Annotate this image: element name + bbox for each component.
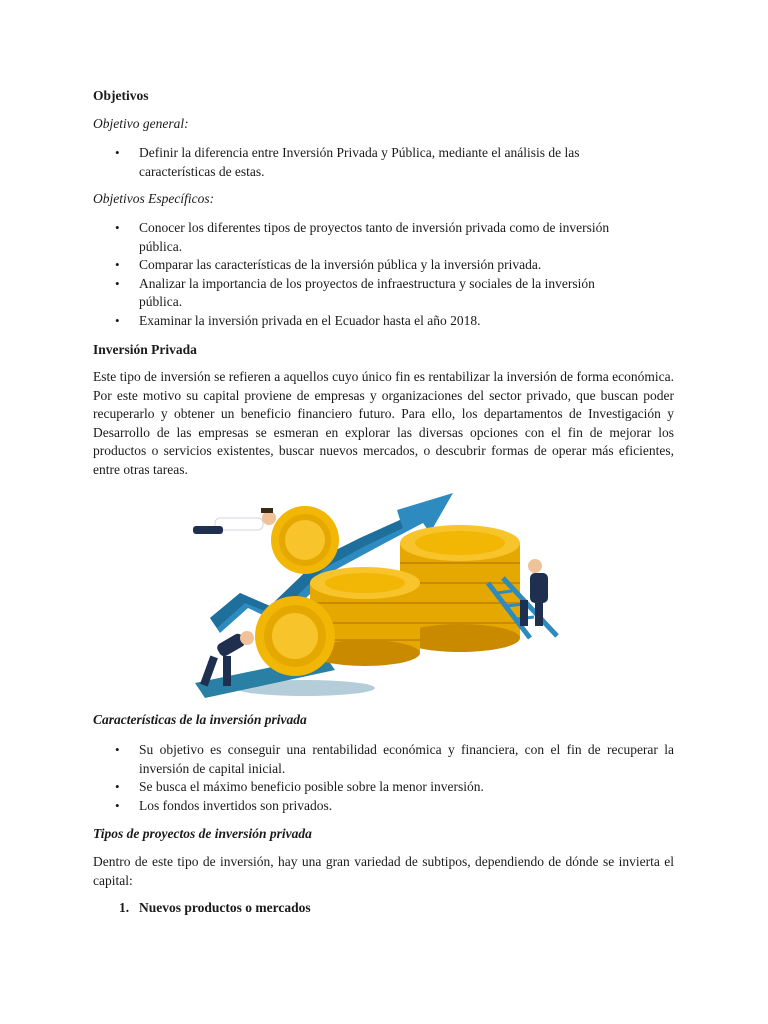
list-item: • Examinar la inversión privada en el Ecuador hasta el año 2018. — [93, 312, 633, 331]
businessman-flying-icon — [193, 508, 276, 534]
objetivos-especificos-list — [93, 219, 633, 330]
list-item: • Comparar las características de la inversión pública y la inversión privada. — [93, 256, 633, 275]
tipos-paragraph: Dentro de este tipo de inversión, hay una gran variedad de subtipos, dependiendo de dónde se invierta el capital: — [93, 854, 674, 888]
numbered-item — [93, 900, 311, 916]
inversion-privada-heading: Inversión Privada — [93, 342, 197, 357]
businessman-climbing-icon — [520, 559, 548, 626]
list-item: • Definir la diferencia entre Inversión Privada y Pública, mediante el análisis de las características de estas. — [93, 144, 653, 181]
item-label: Nuevos productos o mercados — [139, 900, 311, 915]
list-item: • Su objetivo es conseguir una rentabilidad económica y financiera, con el fin de recuperar la inversión de capital inicial. — [93, 741, 674, 778]
investment-illustration — [185, 488, 585, 703]
tipos-heading: Tipos de proyectos de inversión privada — [93, 826, 312, 841]
item-number: 1. — [119, 900, 130, 915]
list-item: • Analizar la importancia de los proyectos de infraestructura y sociales de la inversión pública. — [93, 275, 633, 312]
gear-top-icon — [271, 506, 339, 574]
list-item: • Se busca el máximo beneficio posible sobre la menor inversión. — [93, 778, 674, 797]
list-item: • Conocer los diferentes tipos de proyectos tanto de inversión privada como de inversión pública. — [93, 219, 633, 256]
caracteristicas-heading: Características de la inversión privada — [93, 712, 307, 727]
inversion-privada-paragraph: Este tipo de inversión se refieren a aquellos cuyo único fin es rentabilizar la inversión de forma económica. Por este motivo su capital proviene de empresas y organizaciones del sector privado, que buscan poder recuperarlo y obtener un beneficio financiero futuro. Para ello, los departamentos de Investigación y Desarrollo de las empresas se esmeran en explorar las diversas opciones con el fin de mejorar los productos o servicios existentes, buscar nuevos mercados, o descubrir formas de operar más eficientes, entre otras tareas. — [93, 369, 674, 477]
objetivo-general-list — [93, 144, 653, 181]
objetivo-general-label: Objetivo general: — [93, 116, 189, 131]
objetivos-heading: Objetivos — [93, 88, 149, 103]
list-item: • Los fondos invertidos son privados. — [93, 797, 674, 816]
caracteristicas-list — [93, 741, 674, 815]
objetivos-especificos-label: Objetivos Específicos: — [93, 191, 215, 206]
gear-bottom-icon — [255, 596, 335, 676]
